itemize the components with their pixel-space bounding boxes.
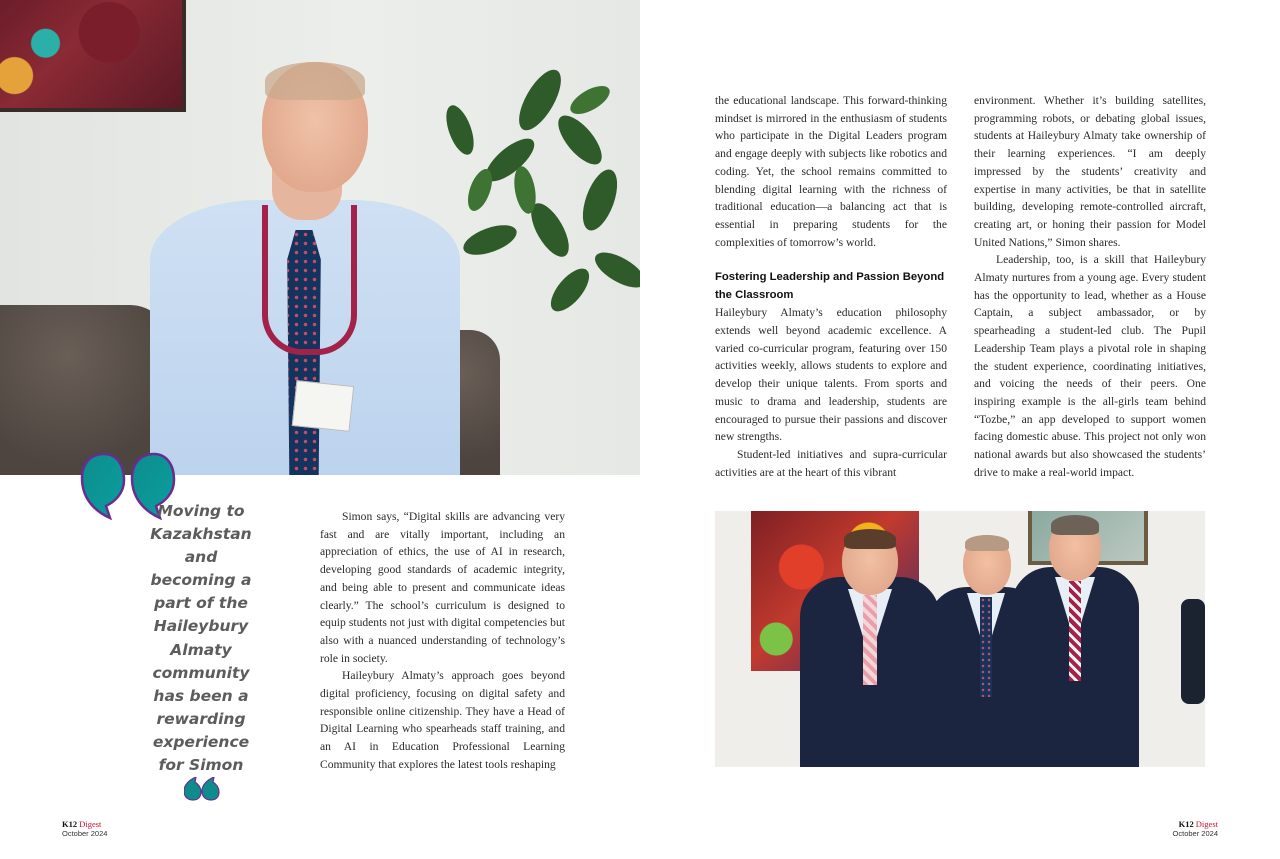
body-paragraph: the educational landscape. This forward-thinking mindset is mirrored in the enthusiasm of students who participate in the Digital Leaders program and engage deeply with subjects like robotics and coding. Yet, the school remains committed to blending digital learning with the richness of traditional education—a balancing act that is essential in preparing students for the complexities of tomorrow’s world. — [715, 94, 947, 249]
body-paragraph: Leadership, too, is a skill that Haileybury Almaty nurtures from a young age. Every student has the opportunity to lead, whether as a House Captain, a subject ambassador, or by spearheading a student-led club. The Pupil Leadership Team plays a pivotal role in shaping the student experience, coordinating initiatives, and voicing the needs of their peers. One inspiring example is the all-girls team behind “Tozbe,” an app developed to support women facing domestic abuse. This project not only won national awards but also showcased the students’ drive to make a real-world impact. — [974, 253, 1206, 479]
person-left — [800, 529, 940, 767]
person-right — [1011, 515, 1139, 767]
issue-date: October 2024 — [62, 829, 108, 838]
footer-right — [1173, 820, 1218, 838]
article-column-3 — [974, 92, 1206, 481]
body-paragraph: Student-led initiatives and supra-curricular activities are at the heart of this vibrant — [715, 447, 947, 479]
pull-quote — [142, 500, 260, 801]
footer-left — [62, 820, 107, 838]
lanyard — [262, 205, 357, 355]
article-column-1 — [320, 508, 565, 774]
article-column-2 — [715, 92, 947, 481]
body-paragraph: Haileybury Almaty’s education philosophy extends well beyond academic excellence. A varied co-curricular program, featuring over 150 activities weekly, allows students to explore and develop their unique talents. From sports and music to drama and leadership, students are encouraged to pursue their passions and discover new strengths. — [715, 306, 947, 444]
publication-brand — [1173, 820, 1218, 829]
group-photo — [715, 511, 1205, 767]
body-paragraph: Simon says, “Digital skills are advancing very fast and are vitally important, including an appreciation of ethics, the use of AI in research, developing good standards of academic integrity, and being able to present and communicate ideas clearly.” The school’s curriculum is designed to equip students not just with digital competencies but also with a nuanced understanding of technology’s role in society. — [320, 510, 565, 665]
wall-painting — [0, 0, 186, 112]
portrait-photo — [0, 0, 640, 475]
brand-digest: Digest — [1195, 819, 1218, 829]
brand-digest: Digest — [79, 819, 102, 829]
pull-quote-text: Moving to Kazakhstan and becoming a part of the Haileybury Almaty community has been a rewarding experience for Simon — [150, 502, 252, 775]
id-badge — [292, 380, 354, 432]
publication-brand — [62, 820, 107, 829]
body-paragraph: Haileybury Almaty’s approach goes beyond digital proficiency, focusing on digital safety and responsible online citizenship. They have a Head of Digital Learning who spearheads staff training, and an AI in Education Professional Learning Community that explores the latest tools reshaping — [320, 669, 565, 771]
issue-date: October 2024 — [1172, 829, 1218, 838]
close-quote-icon — [184, 777, 220, 801]
hanging-coat — [1181, 599, 1205, 704]
person-hair — [265, 62, 365, 100]
section-heading: Fostering Leadership and Passion Beyond the Classroom — [715, 271, 945, 301]
brand-k12: K12 — [62, 819, 78, 829]
brand-k12: K12 — [1178, 819, 1194, 829]
body-paragraph: environment. Whether it’s building satellites, programming robots, or debating global issues, students at Haileybury Almaty take ownership of their learning experiences. “I am deeply impressed by the students’ creativity and expertise in many activities, be that in satellite building, developing remote-controlled aircraft, creating art, or honing their passion for Model United Nations,” Simon shares. — [974, 94, 1206, 249]
sofa-left — [0, 305, 170, 475]
